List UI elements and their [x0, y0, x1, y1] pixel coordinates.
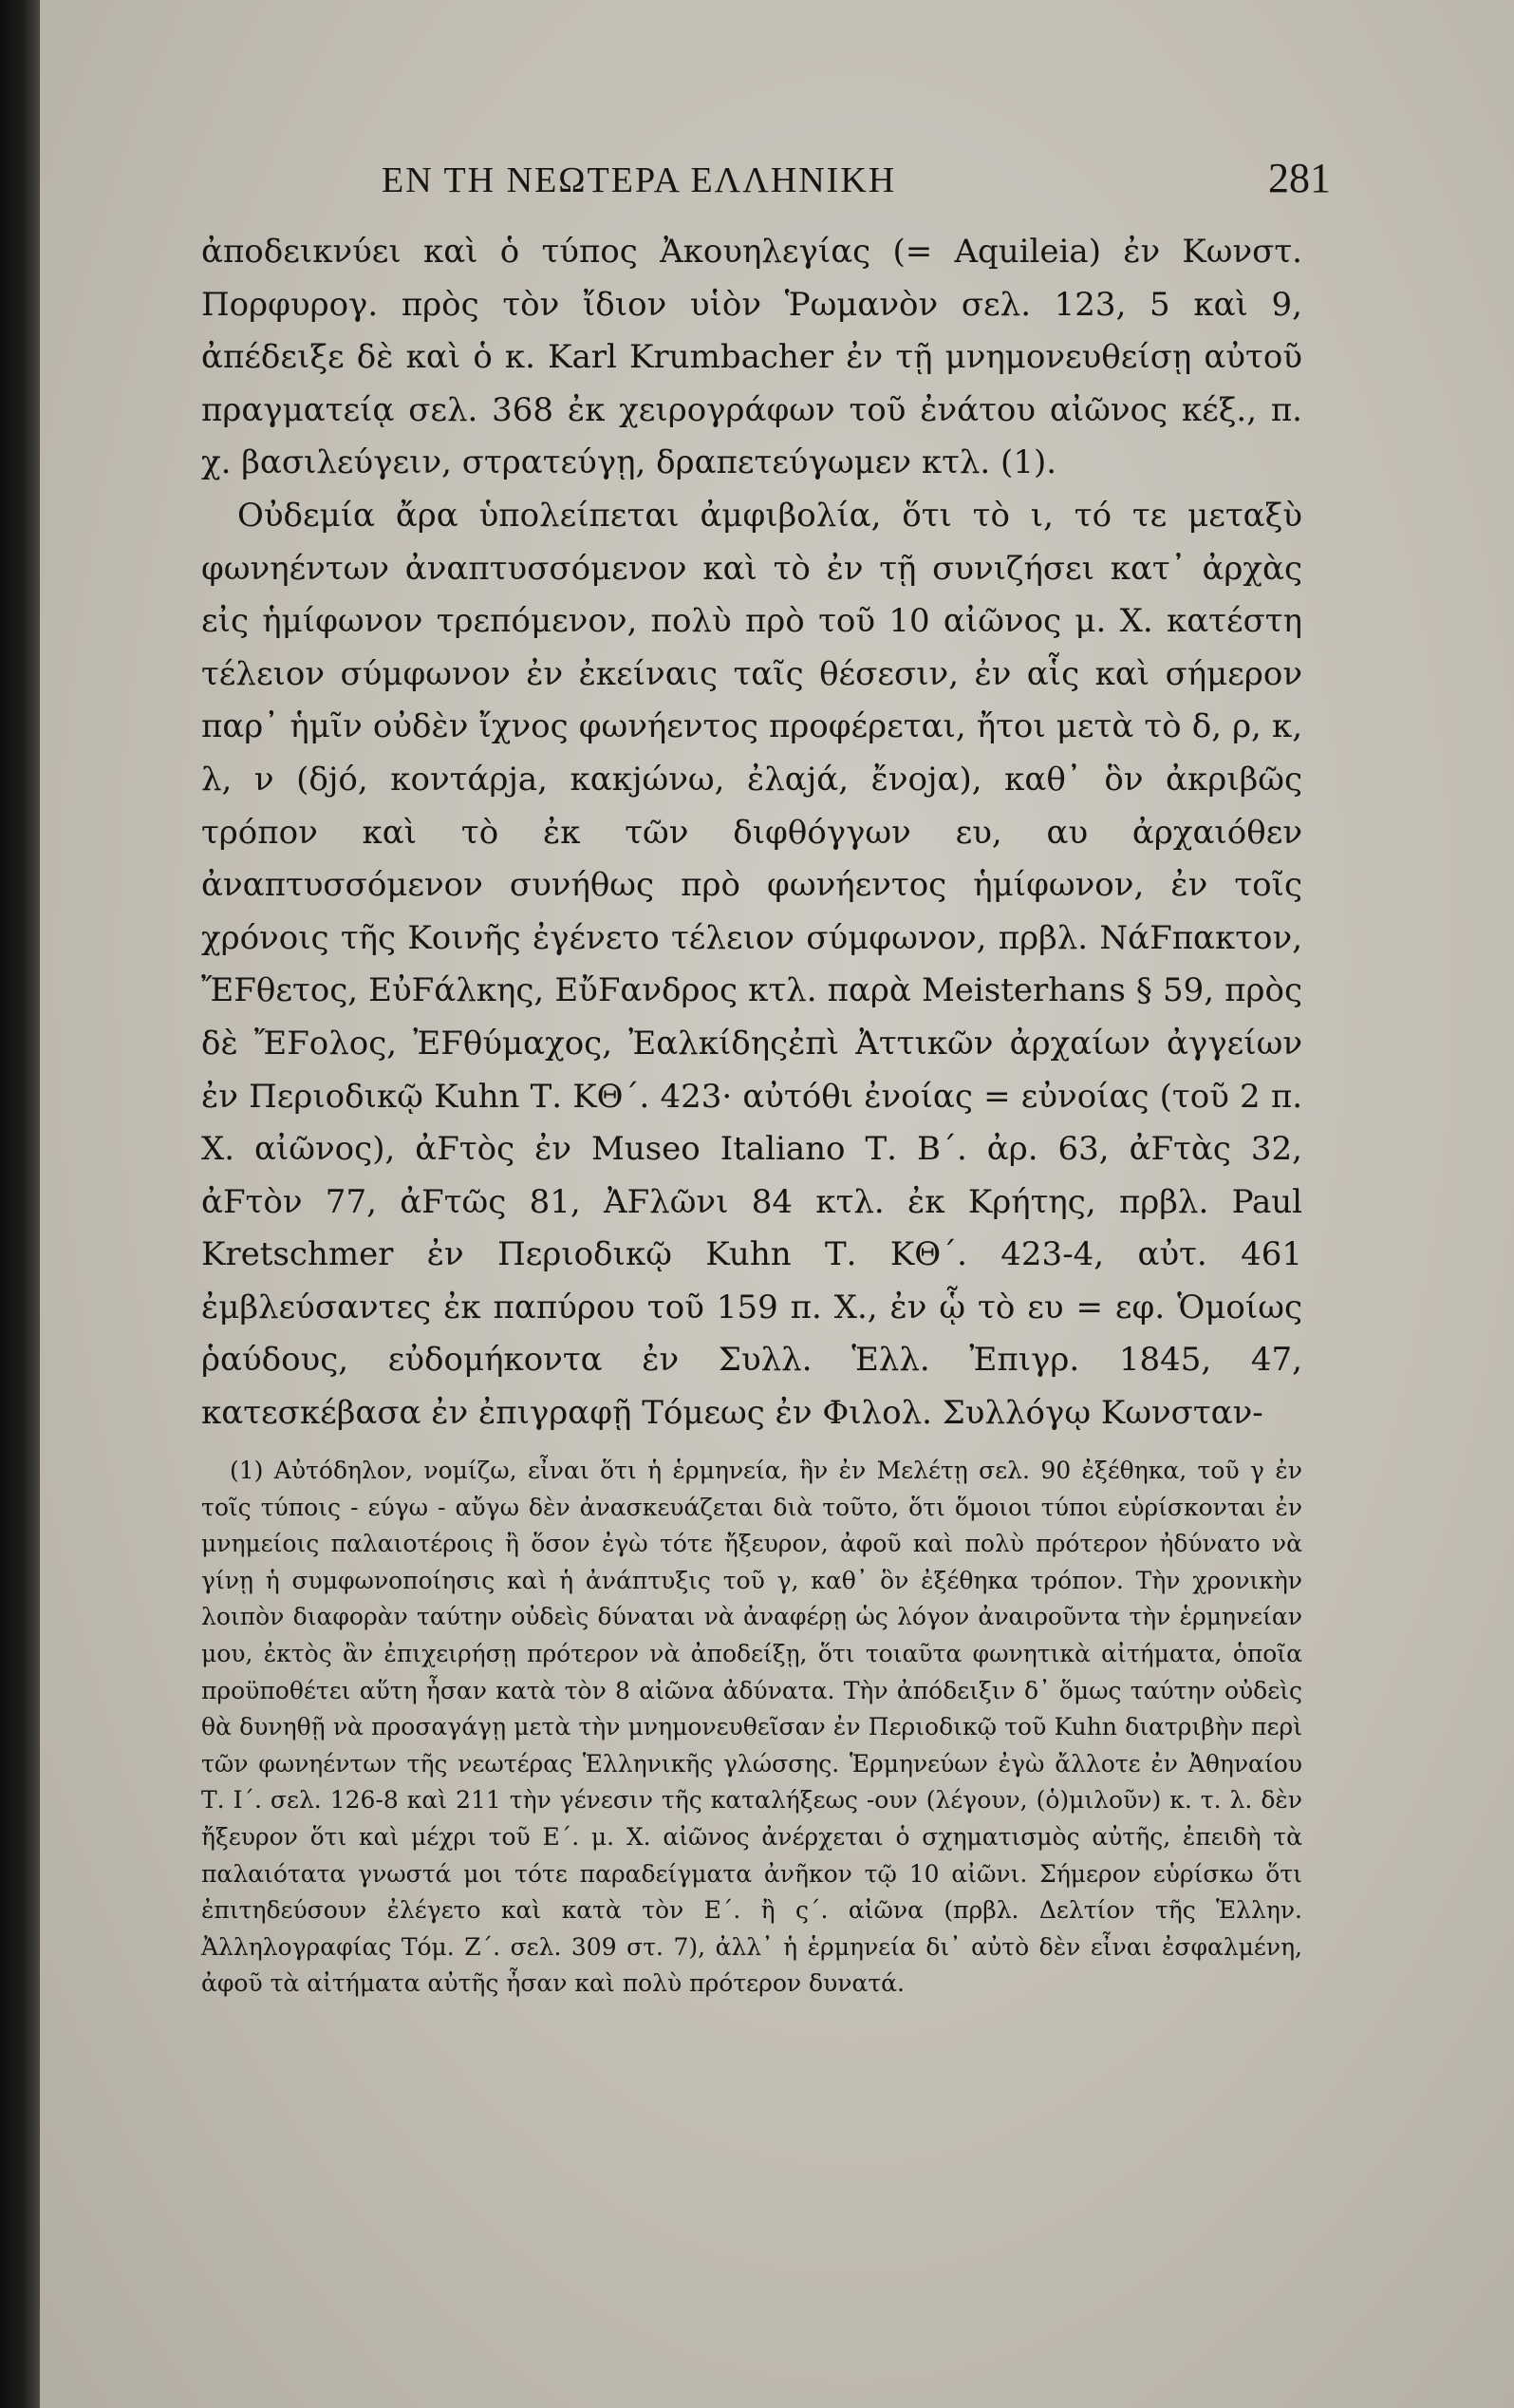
page-number: 281 — [1268, 155, 1331, 201]
running-title: ΕΝ ΤΗ ΝΕΩΤΕΡΑ ΕΛΛΗΝΙΚΗ — [382, 160, 897, 200]
book-gutter-shadow — [0, 0, 40, 2408]
paragraph-2: Οὐδεμία ἄρα ὑπολείπεται ἀμφιβολία, ὅτι τὸ ι, τό τε μεταξὺ φωνηέντων ἀναπτυσσόμενον καὶ τὸ ἐν τῇ συνιζήσει κατ᾽ ἀρχὰς εἰς ἡμίφωνον τρεπόμενον, πολὺ πρὸ τοῦ 10 αἰῶνος μ. Χ. κατέστη τέλειον σύμφωνον ἐν ἐκείναις ταῖς θέσεσιν, ἐν αἷς καὶ σήμερον παρ᾽ ἡμῖν οὐδὲν ἴχνος φωνήεντος προφέρεται, ἤτοι μετὰ τὸ δ, ρ, κ, λ, ν (δjό, κοντάρja, κακjώνω, ἐλαjά, ἔνοjα), καθ᾽ ὃν ἀκριβῶς τρόπον καὶ τὸ ἐκ τῶν διφθόγγων ευ, αυ ἀρχαιόθεν ἀναπτυσσόμενον συνήθως πρὸ φωνήεντος ἡμίφωνον, ἐν τοῖς χρόνοις τῆς Κοινῆς ἐγένετο τέλειον σύμφωνον, πρβλ. ΝάϜπακτον, ἜϜθετος, ΕὐϜάλκης, ΕὔϜανδρος κτλ. παρὰ Meisterhans § 59, πρὸς δὲ ἜϜολος, ἘϜθύμαχος, Ἐαλκίδηςἐπὶ Ἀττικῶν ἀρχαίων ἀγγείων ἐν Περιοδικῷ Kuhn Τ. ΚΘ΄. 423· αὐτόθι ἐνοίας = εὐνοίας (τοῦ 2 π. Χ. αἰῶνος), ἀϜτὸς ἐν Museo Italiano Τ. Β΄. ἀρ. 63, ἀϜτὰς 32, ἀϜτὸν 77, ἀϜτῶς 81, ἈϜλῶνι 84 κτλ. ἐκ Κρήτης, πρβλ. Paul Kretschmer ἐν Περιοδικῷ Kuhn Τ. ΚΘ΄. 423-4, αὐτ. 461 ἐμβλεύσαντες ἐκ παπύρου τοῦ 159 π. Χ., ἐν ᾧ τὸ ευ = εφ. Ὁμοίως ῥαύδους, εὐδομήκοντα ἐν Συλλ. Ἑλλ. Ἐπιγρ. 1845, 47, κατεσκέβασα ἐν ἐπιγραφῇ Τόμεως ἐν Φιλολ. Συλλόγῳ Κωνσταν- — [201, 496, 1302, 1433]
paragraph-1: ἀποδεικνύει καὶ ὁ τύπος Ἀκουηλεγίας (= Aquileia) ἐν Κωνστ. Πορφυρογ. πρὸς τὸν ἴδιον υἱὸν Ῥωμανὸν σελ. 123, 5 καὶ 9, ἀπέδειξε δὲ καὶ ὁ κ. Karl Krumbacher ἐν τῇ μνημονευθείσῃ αὐτοῦ πραγματείᾳ σελ. 368 ἐκ χειρογράφων τοῦ ἐνάτου αἰῶνος κέξ., π. χ. βασιλεύγειν, στρατεύγῃ, δραπετεύγωμεν κτλ. (1). — [201, 233, 1302, 482]
page-header — [382, 154, 1331, 211]
main-text — [201, 226, 1302, 1440]
footnote: (1) Αὐτόδηλον, νομίζω, εἶναι ὅτι ἡ ἑρμηνεία, ἣν ἐν Μελέτῃ σελ. 90 ἐξέθηκα, τοῦ γ ἐν τοῖς τύποις - εύγω - αὔγω δὲν ἀνασκευάζεται διὰ τοῦτο, ὅτι ὅμοιοι τύποι εὑρίσκονται ἐν μνημείοις παλαιοτέροις ἢ ὅσον ἐγὼ τότε ἤξευρον, ἀφοῦ καὶ πολὺ πρότερον ἠδύνατο νὰ γίνῃ ἡ συμφωνοποίησις καὶ ἡ ἀνάπτυξις τοῦ γ, καθ᾽ ὃν ἐξέθηκα τρόπον. Τὴν χρονικὴν λοιπὸν διαφορὰν ταύτην οὐδεὶς δύναται νὰ ἀναφέρῃ ὡς λόγον ἀναιροῦντα τὴν ἑρμηνείαν μου, ἐκτὸς ἂν ἐπιχειρήσῃ πρότερον νὰ ἀποδείξῃ, ὅτι τοιαῦτα φωνητικὰ αἰτήματα, ὁποῖα προϋποθέτει αὕτη ἦσαν κατὰ τὸν 8 αἰῶνα ἀδύνατα. Τὴν ἀπόδειξιν δ᾽ ὅμως ταύτην οὐδεὶς θὰ δυνηθῇ νὰ προσαγάγῃ μετὰ τὴν μνημονευθεῖσαν ἐν Περιοδικῷ τοῦ Kuhn διατριβὴν περὶ τῶν φωνηέντων τῆς νεωτέρας Ἑλληνικῆς γλώσσης. Ἑρμηνεύων ἐγὼ ἄλλοτε ἐν Ἀθηναίου Τ. Ι΄. σελ. 126-8 καὶ 211 τὴν γένεσιν τῆς καταλήξεως -ουν (λέγουν, (ὁ)μιλοῦν) κ. τ. λ. δὲν ἤξευρον ὅτι καὶ μέχρι τοῦ Ε΄. μ. Χ. αἰῶνος ἀνέρχεται ὁ σχηματισμὸς αὐτῆς, ἐπειδὴ τὰ παλαιότατα γνωστά μοι τότε παραδείγματα ἀνῆκον τῷ 10 αἰῶνι. Σήμερον εὑρίσκω ὅτι ἐπιτηδεύσουν ἐλέγετο καὶ κατὰ τὸν Ε΄. ἢ ς΄. αἰῶνα (πρβλ. Δελτίον τῆς Ἑλλην. Ἀλληλογραφίας Τόμ. Ζ΄. σελ. 309 στ. 7), ἀλλ᾽ ἡ ἑρμηνεία δι᾽ αὐτὸ δὲν εἶναι ἐσφαλμένη, ἀφοῦ τὰ αἰτήματα αὐτῆς ἦσαν καὶ πολὺ πρότερον δυνατά. — [201, 1457, 1302, 1998]
book-page — [40, 0, 1514, 2408]
